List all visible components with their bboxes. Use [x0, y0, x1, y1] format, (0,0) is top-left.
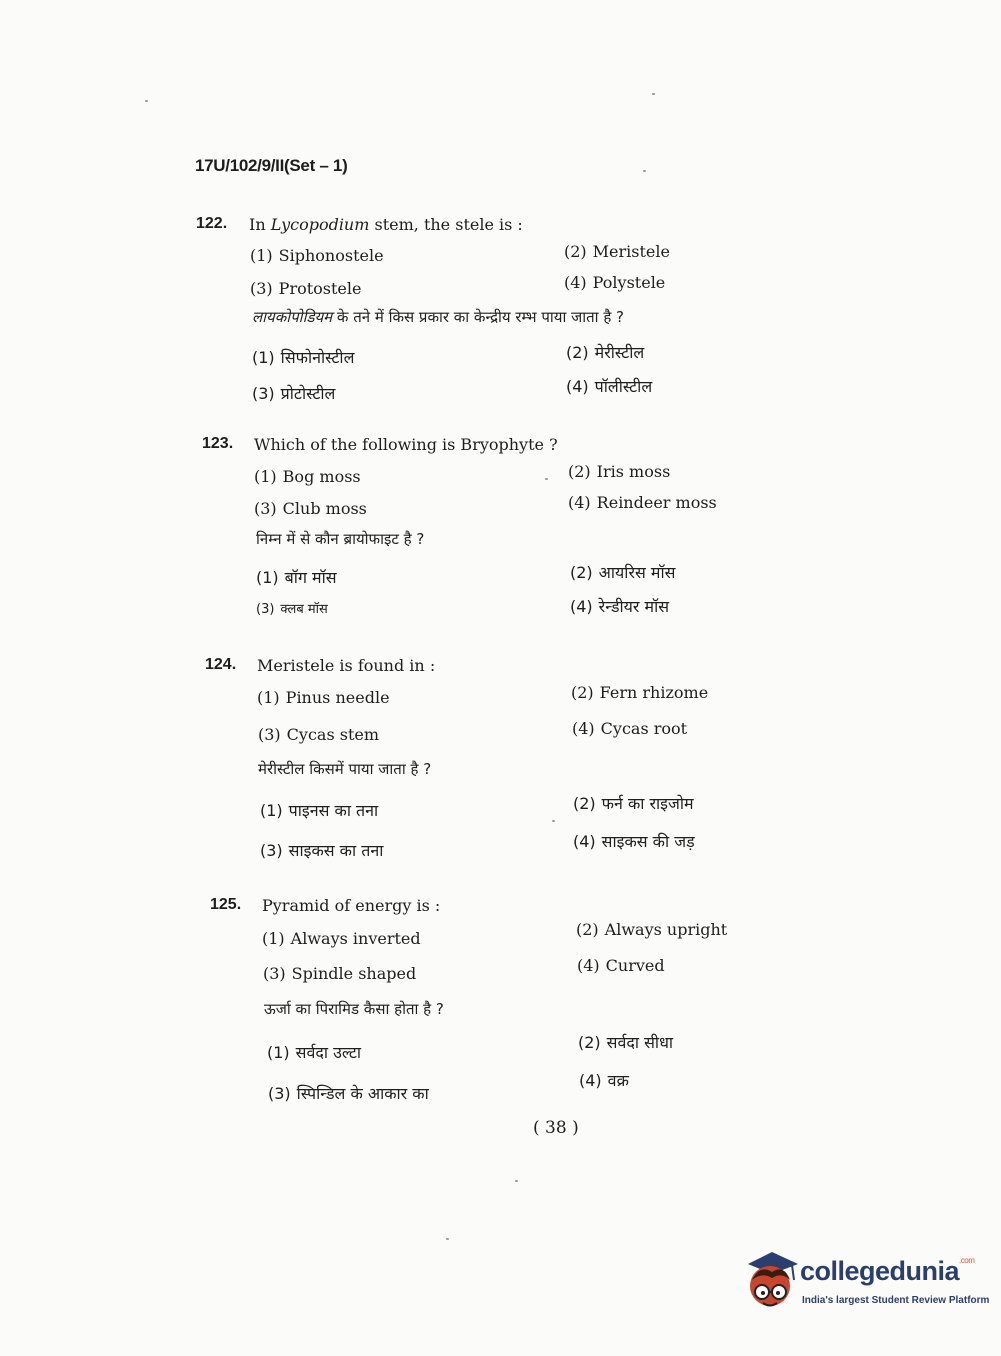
paper-code: 17U/102/9/II(Set – 1) [195, 156, 348, 175]
question-text-en: Meristele is found in : [257, 656, 436, 675]
option-4-hi: (4) वक्र [579, 1071, 629, 1090]
scan-speck [446, 1238, 449, 1240]
question-text-en: Which of the following is Bryophyte ? [254, 435, 558, 454]
question-text-hi: ऊर्जा का पिरामिड कैसा होता है ? [264, 1000, 444, 1018]
option-3-hi: (3) स्पिन्डिल के आकार का [268, 1084, 429, 1103]
option-4-hi: (4) पॉलीस्टील [566, 377, 653, 396]
option-1-en: (1) Always inverted [262, 929, 421, 948]
question-number: 123. [202, 435, 234, 452]
option-2-en: (2) Meristele [564, 242, 670, 261]
option-4-en: (4) Reindeer moss [568, 493, 717, 512]
option-3-en: (3) Protostele [250, 279, 362, 298]
option-2-en: (2) Fern rhizome [571, 683, 709, 702]
option-1-en: (1) Siphonostele [250, 246, 384, 265]
option-3-en: (3) Cycas stem [258, 725, 380, 744]
question-text-hi: मेरीस्टील किसमें पाया जाता है ? [258, 760, 432, 778]
scan-speck [145, 100, 148, 102]
scan-speck [552, 820, 555, 822]
option-4-en: (4) Polystele [564, 273, 666, 292]
mascot-icon [742, 1250, 800, 1314]
option-1-en: (1) Bog moss [254, 467, 361, 486]
option-4-en: (4) Cycas root [572, 719, 688, 738]
scan-speck [643, 170, 646, 172]
question-text-hi: लायकोपोडियम के तने में किस प्रकार का केन्द्रीय रम्भ पाया जाता है ? [252, 308, 625, 326]
option-2-hi: (2) आयरिस मॉस [570, 563, 676, 582]
option-3-hi: (3) क्लब मॉस [256, 602, 328, 617]
option-1-hi: (1) सर्वदा उल्टा [267, 1043, 362, 1062]
option-4-hi: (4) रेन्डीयर मॉस [570, 597, 670, 616]
question-number: 125. [210, 896, 242, 913]
collegedunia-logo [742, 1250, 990, 1320]
option-3-hi: (3) साइकस का तना [260, 841, 384, 860]
option-3-hi: (3) प्रोटोस्टील [252, 384, 336, 403]
option-1-hi: (1) बॉग मॉस [256, 568, 337, 587]
option-2-en: (2) Always upright [576, 920, 728, 939]
question-text-en: In Lycopodium stem, the stele is : [249, 215, 523, 234]
question-number: 124. [205, 656, 237, 673]
page-number: ( 38 ) [533, 1118, 579, 1138]
option-1-en: (1) Pinus needle [257, 688, 390, 707]
option-1-hi: (1) सिफोनोस्टील [252, 348, 355, 367]
option-2-hi: (2) फर्न का राइजोम [573, 794, 694, 813]
option-2-en: (2) Iris moss [568, 462, 671, 481]
question-text-en: Pyramid of energy is : [262, 896, 441, 915]
scan-speck [515, 1180, 518, 1182]
option-4-en: (4) Curved [577, 956, 665, 975]
option-1-hi: (1) पाइनस का तना [260, 801, 379, 820]
logo-tagline: India's largest Student Review Platform [802, 1295, 990, 1306]
option-2-hi: (2) सर्वदा सीधा [578, 1033, 674, 1052]
scan-speck [545, 478, 548, 480]
option-3-en: (3) Club moss [254, 499, 367, 518]
logo-wordmark: collegedunia$^{.com}$ [800, 1256, 975, 1286]
question-text-hi: निम्न में से कौन ब्रायोफाइट है ? [256, 530, 425, 548]
option-2-hi: (2) मेरीस्टील [566, 343, 645, 362]
question-number: 122. [196, 215, 228, 232]
option-3-en: (3) Spindle shaped [263, 964, 417, 983]
scan-speck [652, 93, 655, 95]
option-4-hi: (4) साइकस की जड़ [573, 832, 695, 851]
